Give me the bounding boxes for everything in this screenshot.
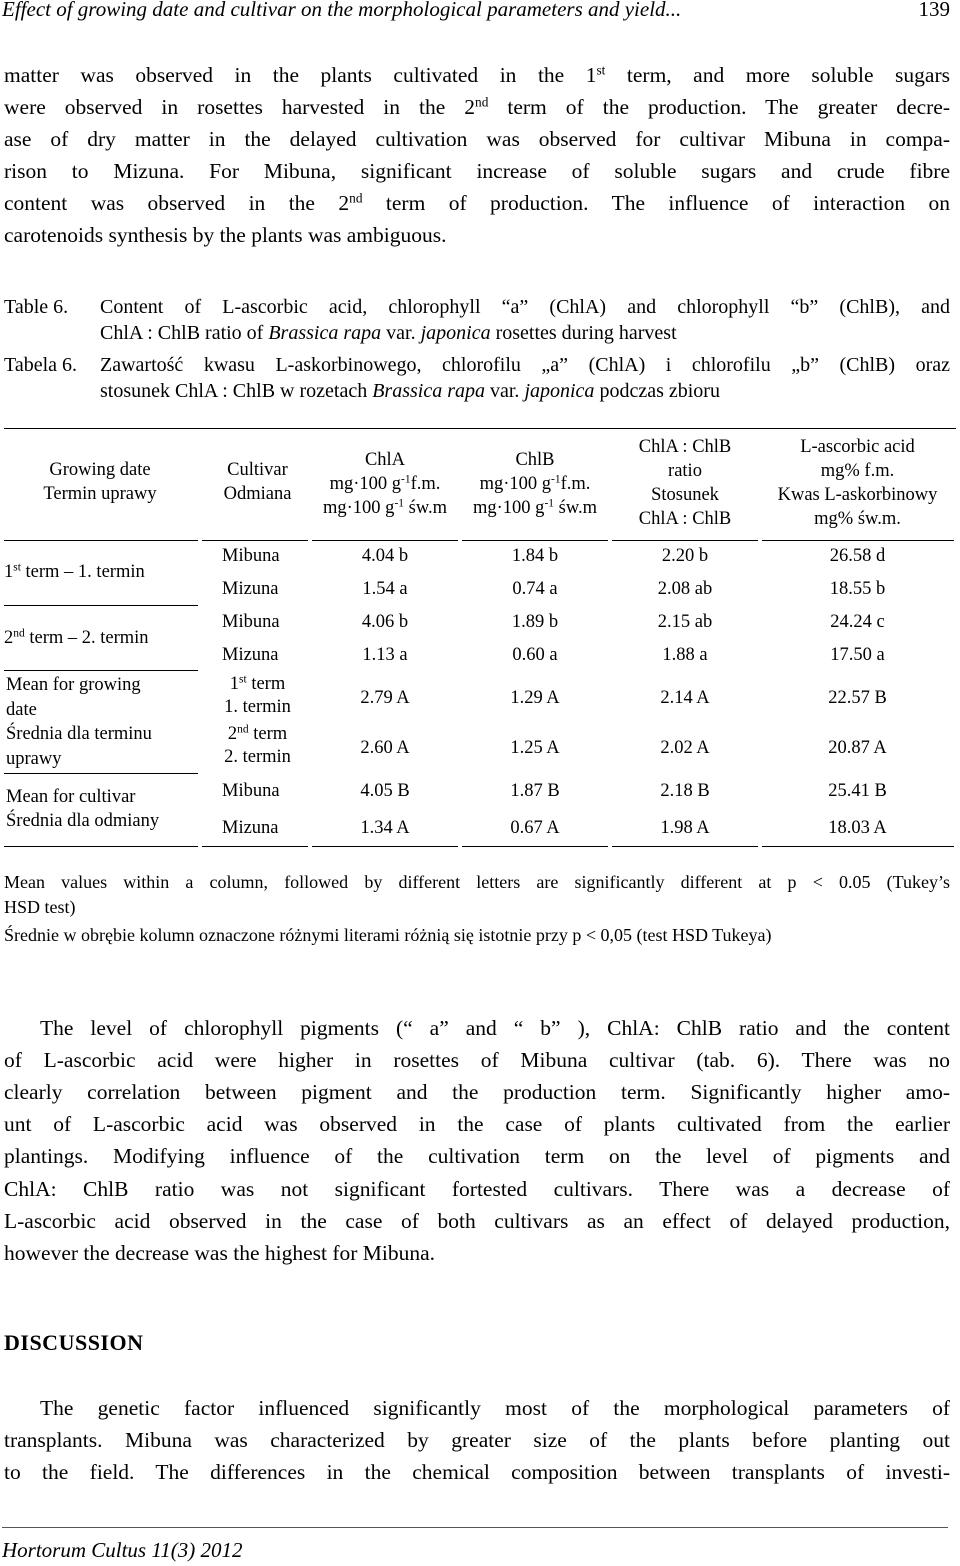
row-label-mean-growing: Mean for growing date Średnia dla terminu uprawy [6,675,152,769]
table-note-en: HSD test) [4,897,76,917]
table-bottom-rule [612,846,758,847]
table-label-en: Table 6. [4,296,69,318]
mean-term1-label: 1st term 1. termin [224,673,291,717]
table-cell: 0.74 a [512,579,558,599]
header-rule [762,540,954,541]
header-chla: ChlA mg·100 $g^{-1}f.m$. mg·100 $g^{-1}$ św.m [323,450,447,518]
table-cell: 1.89 b [511,612,559,632]
running-title: Effect of growing date and cultivar on the morphological parameters and yield... [2,0,682,21]
table-note-en: Mean values within a column, followed by different letters are significantly different at p < 0.05 (Tukey’s [4,872,950,892]
table-cell: Mibuna [222,781,280,801]
table-cell: 1.87 B [510,781,560,801]
table-cell: 1.54 a [362,579,408,599]
header-cultivar: Cultivar Odmiana [223,460,292,504]
footer-rule [2,1527,948,1528]
table-cell: 2.02 A [660,738,710,758]
caption-pl-line: stosunek ChlA : ChlB w rozetach Brassica rapa var. japonica podczas zbioru [100,380,720,402]
page-number: 139 [918,0,950,21]
paragraph-line: of L-ascorbic acid were higher in rosettes of Mibuna cultivar (tab. 6). There was no [4,1048,950,1072]
table-cell: Mibuna [222,612,280,632]
header-rule [4,540,198,541]
table-cell: 1.88 a [662,645,708,665]
table-cell: 4.06 b [361,612,409,632]
paragraph-line: ase of dry matter in the delayed cultivation was observed for cultivar Mibuna in compa- [4,127,950,151]
table-bottom-rule [202,846,308,847]
row-label-mean-cultivar: Mean for cultivar Średnia dla odmiany [6,787,160,831]
table-cell: 18.03 A [828,818,887,838]
table-cell: 2.14 A [660,688,710,708]
table-bottom-rule [762,846,954,847]
table-cell: 2.60 A [360,738,410,758]
paragraph-line: to the field. The differences in the chemical composition between transplants of investi- [4,1460,950,1484]
header-chlb: ChlB mg·100 $g^{-1}f.m$. mg·100 $g^{-1}$ św.m [473,450,597,518]
paragraph-line: ChlA: ChlB ratio was not significant fortested cultivars. There was a decrease of [4,1177,950,1201]
table-cell: 2.20 b [661,546,709,566]
table-cell: 1.34 A [360,818,410,838]
header-rule [312,540,458,541]
header-ratio: ChlA : ChlB ratio Stosunek ChlA : ChlB [638,437,732,529]
paragraph-line: matter was observed in the plants cultivated in the 1st term, and more soluble sugars [4,62,950,87]
caption-pl-line: Zawartość kwasu L-askorbinowego, chlorofilu „a” (ChlA) i chlorofilu „b” (ChlB) oraz [100,354,950,376]
table-cell: 1.13 a [362,645,408,665]
mean-term2-label: 2nd term 2. termin [224,723,291,767]
table-cell: 4.05 B [360,781,410,801]
table-cell: 25.41 B [828,781,887,801]
table-cell: 17.50 a [830,645,885,665]
caption-en-line: Content of L-ascorbic acid, chlorophyll “a” (ChlA) and chlorophyll “b” (ChlB), and [100,296,950,318]
header-rule [462,540,608,541]
header-rule [202,540,308,541]
table-label-pl: Tabela 6. [4,354,78,376]
table-bottom-rule [4,846,198,847]
section-heading: DISCUSSION [4,1330,144,1355]
table-cell: 2.15 ab [657,612,713,632]
table-cell: 26.58 d [829,546,886,566]
paragraph-line: however the decrease was the highest for Mibuna. [4,1241,436,1265]
table-note-pl: Średnie w obrębie kolumn oznaczone różnymi literami różnią się istotnie przy p < 0,05 (test HSD Tukeya) [4,925,772,945]
paragraph-line: content was observed in the 2nd term of production. The influence of interaction on [4,190,950,215]
row-rule [4,773,198,774]
row-rule [4,605,198,606]
table-cell: Mizuna [222,645,279,665]
table-cell: 2.18 B [660,781,710,801]
table-bottom-rule [312,846,458,847]
table-cell: 4.04 b [361,546,409,566]
table-top-rule [4,428,956,429]
table-cell: 2.08 ab [657,579,713,599]
table-cell: 0.60 a [512,645,558,665]
table-cell: 1.29 A [510,688,560,708]
table-cell: Mibuna [222,546,280,566]
paragraph-line: L-ascorbic acid observed in the case of both cultivars as an effect of delayed production, [4,1209,950,1233]
paragraph-line: rison to Mizuna. For Mibuna, significant increase of soluble sugars and crude fibre [4,159,950,183]
caption-en-line: ChlA : ChlB ratio of Brassica rapa var. japonica rosettes during harvest [100,322,677,344]
table-cell: Mizuna [222,818,279,838]
paragraph-line: The level of chlorophyll pigments (“ a” and “ b” ), ChlA: ChlB ratio and the content [40,1016,950,1040]
paragraph-line: were observed in rosettes harvested in the 2nd term of the production. The greater decre- [4,94,950,119]
table-cell: 20.87 A [828,738,887,758]
row-label-term1: 1st term – 1. termin [4,561,145,582]
header-ascorbic: L-ascorbic acid mg% f.m. Kwas L-askorbinowy mg% św.m. [777,437,938,529]
row-label-term2: 2nd term – 2. termin [4,627,149,648]
table-cell: 24.24 c [830,612,885,632]
table-cell: 18.55 b [829,579,886,599]
journal-footer: Hortorum Cultus 11(3) 2012 [2,1538,243,1562]
table-cell: 1.84 b [511,546,559,566]
table-cell: 22.57 B [828,688,887,708]
paragraph-line: plantings. Modifying influence of the cultivation term on the level of pigments and [4,1144,950,1168]
table-cell: 1.25 A [510,738,560,758]
table-cell: 0.67 A [510,818,560,838]
paragraph-line: transplants. Mibuna was characterized by greater size of the plants before planting out [4,1428,950,1452]
table-cell: 1.98 A [660,818,710,838]
table-cell: Mizuna [222,579,279,599]
row-rule [4,670,198,671]
table-cell: 2.79 A [360,688,410,708]
header-rule [612,540,758,541]
paragraph-line: The genetic factor influenced significantly most of the morphological parameters of [40,1396,950,1420]
paragraph-line: clearly correlation between pigment and the production term. Significantly higher amo- [4,1080,950,1104]
paragraph-line: carotenoids synthesis by the plants was ambiguous. [4,223,447,247]
header-growing-date: Growing date Termin uprawy [43,460,157,504]
table-bottom-rule [462,846,608,847]
paragraph-line: unt of L-ascorbic acid was observed in the case of plants cultivated from the earlier [4,1112,950,1136]
